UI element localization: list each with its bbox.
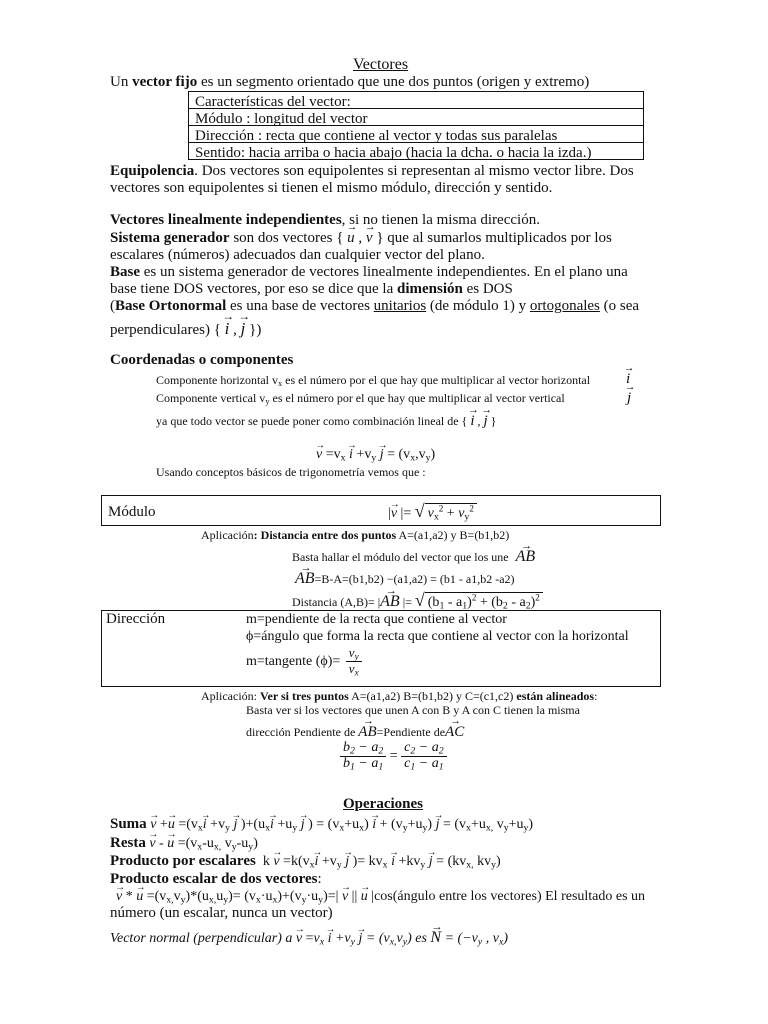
base-text1: es un sistema generador de vectores linealmente independientes. En el plano una <box>140 264 628 280</box>
combination-text: ya que todo vector se puede poner como combinación lineal de { <box>156 414 468 428</box>
ab-equation-text: =B-A=(b1,b2) −(a1,a2) = (b1 - a1,b2 -a2) <box>314 572 515 586</box>
direccion-label: Dirección <box>106 611 166 627</box>
coordenadas-heading: Coordenadas o componentes <box>110 352 294 368</box>
horizontal-a: Componente horizontal v <box>156 373 278 387</box>
base-line4: perpendiculares) { i → , j → }) <box>110 320 261 338</box>
suma-line: Suma $v \to +u \to =(v_xi \to +v_y$ $j \to )+(u_xi \to +u_y$ j → ) = $(v_x+u_x) i$ → + $(v_y+u_y) j$ → = ($v_x+u_{x,}$ $v_y+u_y$) <box>110 817 533 833</box>
base-text2a: base tiene DOS vectores, por eso se dice que la <box>110 281 397 297</box>
producto-label: Producto por escalares <box>110 853 256 869</box>
char-sentido: Sentido: hacia arriba o hacia abajo (hacia la dcha. o hacia la izda.) <box>195 145 592 161</box>
normal-line: Vector normal (perpendicular) a $v \to =v_x$ $i \to +v_y$ j → = $(v_{x,}v_y)$ es N → = ($-v_y$ , $v_x$) <box>110 930 508 947</box>
vector-i-horizontal: i → <box>626 372 630 387</box>
modulo-formula: |v → |= √ $v_x^2 + v_y^2$ <box>388 502 477 522</box>
char-header: Características del vector: <box>189 92 643 109</box>
base-line3 <box>110 299 639 314</box>
generador-term: Sistema generador <box>110 230 230 246</box>
alineados-end: están alineados <box>516 689 595 703</box>
vector-combination-formula: $v \to =v_x$ $i \to +v_y$ j → = $(v_x,v_y)$ <box>316 448 435 463</box>
combination-line: ya que todo vector se puede poner como combinación lineal de { i → , j → } <box>156 414 496 429</box>
page-title: Vectores <box>353 56 409 73</box>
base-unitarios: unitarios <box>373 298 427 314</box>
distancia-title: : Distancia entre dos puntos <box>253 528 397 542</box>
vector-v-symbol: v → <box>366 231 373 246</box>
independientes-rest: , si no tienen la misma dirección. <box>341 212 540 228</box>
vector-u-symbol: u → <box>347 231 355 246</box>
alineados-hint1: Basta ver si los vectores que unen A con B y A con C tienen la misma <box>246 703 580 717</box>
char-direccion: Dirección : recta que contiene al vector y todas sus paralelas <box>189 126 643 143</box>
direccion-phi-def: ϕ=ángulo que forma la recta que contiene al vector con la horizontal <box>246 629 629 644</box>
resta-line: Resta v → - $u \to =(v_x-u_{x,}$ $v_y-u_y$) <box>110 836 258 852</box>
vector-AB-eq: AB → <box>295 571 315 587</box>
base-term: Base <box>110 264 140 280</box>
distance-text: Distancia (A,B)= | <box>292 595 381 609</box>
distancia-hint-text: Basta hallar el módulo del vector que los une <box>292 550 509 564</box>
componente-vertical: Componente vertical $v_y$ es el número por el que hay que multiplicar al vector vertical <box>156 391 565 407</box>
escalar-label: Producto escalar de dos vectores <box>110 871 318 887</box>
base-text3a: ( <box>110 298 115 314</box>
resta-label: Resta <box>110 835 146 851</box>
alineados-prefix: Aplicación: <box>201 689 260 703</box>
alineados-points: A=(a1,a2) B=(b1,b2) y C=(c1,c2) <box>348 689 517 703</box>
equipolencia-line1 <box>110 164 634 179</box>
base-line1 <box>110 265 628 280</box>
intro-line <box>110 75 589 90</box>
operaciones-heading: Operaciones <box>343 796 423 812</box>
tangent-fraction: $\frac{v_y}{v_x}$ <box>346 646 362 678</box>
slope-equality: $\frac{b_2 - a_2}{b_1 - a_1}$ = $\frac{c_2 - a_2}{c_1 - a_1}$ <box>340 741 447 772</box>
distancia-prefix: Aplicación <box>201 528 254 542</box>
direccion-tangent <box>246 646 362 678</box>
equipolencia-line2: vectores son equipolentes si tienen el mismo módulo, dirección y sentido. <box>110 180 553 196</box>
intro-prefix: Un <box>110 74 133 90</box>
hint2b: =Pendiente de <box>376 725 446 739</box>
vector-j-vertical: j → <box>627 391 631 406</box>
equipolencia-term: Equipolencia <box>110 163 195 179</box>
base-text4b: }) <box>249 322 262 338</box>
suma-label: Suma <box>110 816 147 832</box>
base-ortonormal: Base Ortonormal <box>115 298 227 314</box>
vector-j-symbol: j → <box>241 320 246 337</box>
componente-horizontal: Componente horizontal $v_x$ es el número por el que hay que multiplicar al vector horizontal <box>156 373 591 389</box>
base-ortogonales: ortogonales <box>529 298 600 314</box>
characteristics-table <box>188 91 644 160</box>
intro-term: vector fijo <box>132 74 198 90</box>
ab-equation <box>295 571 515 587</box>
equipolencia-text: . Dos vectores son equipolentes si representan al mismo vector libre. Dos <box>194 163 634 179</box>
producto-line: Producto por escalares k $v \to =k(v_xi \to +v_y$ j → )= $kv_x$ $i \to +kv_y$ j → = ($kv_{x,}$ $kv_y$) <box>110 854 501 870</box>
generador-line2: escalares (números) adecuados dan cualquier vector del plano. <box>110 247 485 263</box>
base-text2b: es DOS <box>462 281 513 297</box>
generador-part2: } que al sumarlos multiplicados por los <box>376 230 612 246</box>
alineados-hint2: dirección Pendiente de AB →=Pendiente deAC → <box>246 725 464 740</box>
char-modulo: Módulo : longitud del vector <box>189 109 643 126</box>
vertical-a: Componente vertical v <box>156 391 266 405</box>
alineados-title: Ver si tres puntos <box>259 689 349 703</box>
escalar-line2: número (un escalar, nunca un vector) <box>110 905 333 921</box>
escalar-formula: v → * $u \to =(v_{x,}v_y)*(u_{x,}u_y)= (v_x\cdot u_x)+(v_y\cdot u_y)=|$ v → || u → |cos(ángulo entre los vectores) El resultado es un <box>116 890 645 905</box>
alineados-application: Aplicación: Ver si tres puntos A=(a1,a2) B=(b1,b2) y C=(c1,c2) están alineados: <box>201 689 598 703</box>
intro-rest: es un segmento orientado que une dos puntos (origen y extremo) <box>197 74 590 90</box>
base-text3b: es una base de vectores <box>226 298 374 314</box>
vertical-b: es el número por el que hay que multiplicar al vector vertical <box>269 391 565 405</box>
distance-formula: Distancia (A,B)= |AB → |= √ $(b_1 - a_1)^2 + (b_2 - a_2)^2$ <box>292 591 543 611</box>
generador-line1: Sistema generador son dos vectores { u → , v → } que al sumarlos multiplicados por los <box>110 231 612 246</box>
tangent-text: m=tangente (ϕ)= <box>246 653 341 669</box>
base-text3c: (de módulo 1) y <box>426 298 530 314</box>
normal-label: Vector normal (perpendicular) a <box>110 931 293 946</box>
escalar-colon: : <box>317 871 322 887</box>
vector-i-comb: i → <box>470 414 474 429</box>
independientes-line <box>110 213 540 228</box>
hint2a: dirección Pendiente de <box>246 725 356 739</box>
vector-i-symbol: i → <box>225 320 230 337</box>
distancia-hint <box>292 549 535 565</box>
trig-line: Usando conceptos básicos de trigonometría vemos que : <box>156 465 426 479</box>
independientes-term: Vectores linealmente independientes <box>110 212 342 228</box>
horizontal-b: es el número por el que hay que multiplicar al vector horizontal <box>282 373 591 387</box>
direccion-m-def: m=pendiente de la recta que contiene al vector <box>246 612 507 627</box>
distancia-application <box>201 529 509 541</box>
base-text4a: perpendiculares) { <box>110 322 221 338</box>
base-line2 <box>110 282 513 297</box>
modulo-box <box>101 495 661 526</box>
vector-AB-hint: AB → <box>516 549 536 565</box>
generador-part1: son dos vectores { <box>229 230 344 246</box>
base-text3d: (o sea <box>599 298 640 314</box>
vector-j-comb: j → <box>484 414 488 429</box>
base-dimension: dimensión <box>397 281 463 297</box>
distancia-points: A=(a1,a2) y B=(b1,b2) <box>396 528 510 542</box>
modulo-label: Módulo <box>108 504 156 520</box>
